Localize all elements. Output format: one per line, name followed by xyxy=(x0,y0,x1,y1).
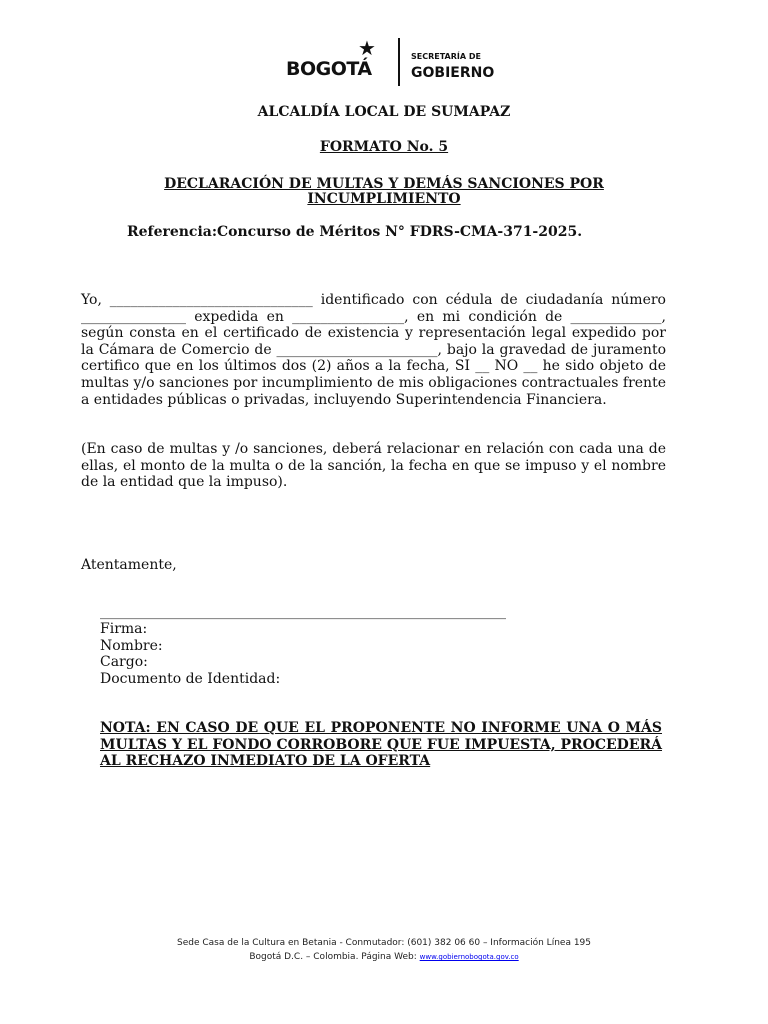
logo-dept-line2: GOBIERNO xyxy=(411,65,495,81)
footer-web-label: Bogotá D.C. – Colombia. Página Web: xyxy=(249,952,420,962)
footer-web xyxy=(0,950,768,964)
instructions-paragraph: (En caso de multas y /o sanciones, deberá relacionar en relación con cada una de ellas, el monto de la multa o de la sanción, la fecha en que se impuso y el nombre de la entidad que la impuso). xyxy=(81,441,666,491)
declaration-paragraph: Yo, _____________________________ identificado con cédula de ciudadanía número _______________ expedida en ________________, en mi condición de _____________, según consta en el certificado de existencia y representación legal expedido por la Cámara de Comercio de _______________________, bajo la gravedad de juramento certifico que en los últimos dos (2) años a la fecha, SI __ NO __ he sido objeto de multas y/o sanciones por incumplimiento de mis obligaciones contractuales frente a entidades públicas o privadas, incluyendo Superintendencia Financiera. xyxy=(81,292,666,408)
field-cargo: Cargo: xyxy=(100,654,148,671)
signature-line: __________________________________________________________ xyxy=(100,604,506,620)
signature-fields xyxy=(100,621,280,687)
title-line: DECLARACIÓN DE MULTAS Y DEMÁS SANCIONES POR xyxy=(164,176,604,192)
logo xyxy=(286,38,496,88)
closing: Atentamente, xyxy=(81,557,177,573)
logo-divider xyxy=(398,38,400,86)
website-link[interactable]: www.gobiernobogota.gov.co xyxy=(419,953,519,961)
field-nombre: Nombre: xyxy=(100,637,163,654)
document-title xyxy=(0,177,768,207)
logo-dept-line1: SECRETARÍA DE xyxy=(411,52,481,61)
footer xyxy=(0,936,768,964)
nota: NOTA: EN CASO DE QUE EL PROPONENTE NO INFORME UNA O MÁS MULTAS Y EL FONDO CORROBORE QUE FUE IMPUESTA, PROCEDERÁ AL RECHAZO INMEDIATO DE LA OFERTA xyxy=(100,720,662,770)
logo-brand: BOGOTÁ xyxy=(286,58,372,80)
field-firma: Firma: xyxy=(100,621,148,637)
reference xyxy=(127,224,582,240)
star-icon: ★ xyxy=(358,36,376,60)
field-documento: Documento de Identidad: xyxy=(100,670,281,687)
format-number: FORMATO No. 5 xyxy=(319,139,449,155)
heading: ALCALDÍA LOCAL DE SUMAPAZ xyxy=(257,104,511,120)
reference-label: Referencia: xyxy=(127,224,218,240)
title-line: INCUMPLIMIENTO xyxy=(307,191,461,207)
footer-address: Sede Casa de la Cultura en Betania - Conmutador: (601) 382 06 60 – Información Línea 195 xyxy=(177,938,591,948)
reference-value: Concurso de Méritos N° FDRS-CMA-371-2025. xyxy=(217,224,583,240)
